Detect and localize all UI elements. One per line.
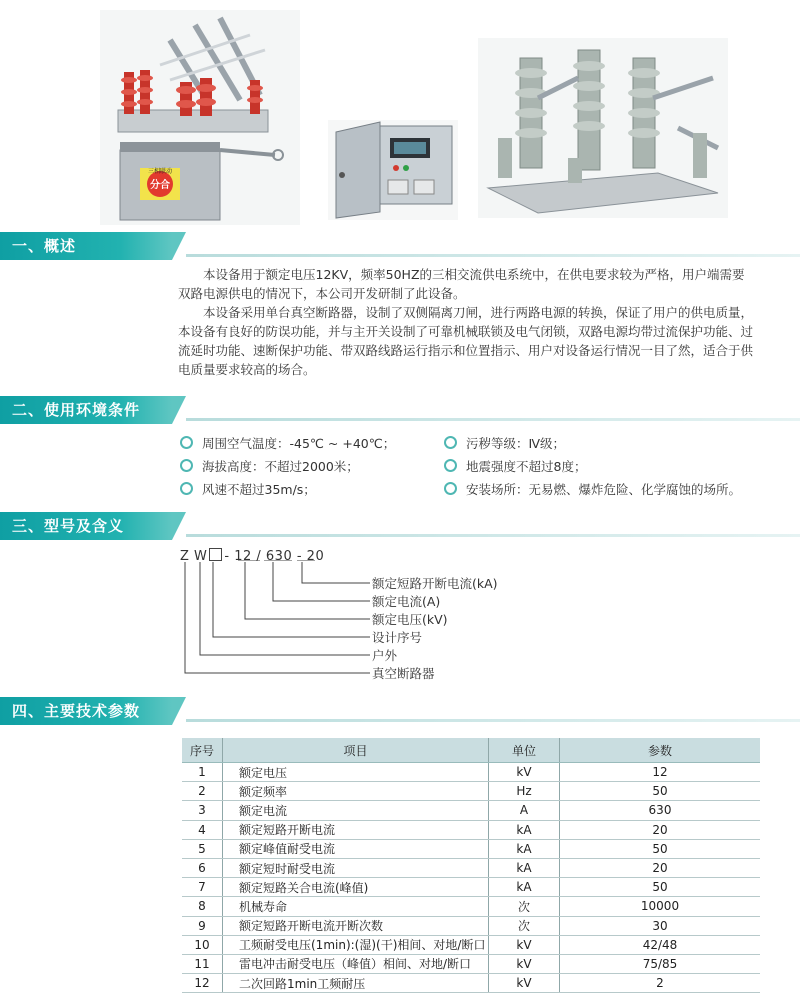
header-item: 项目 [223,738,489,763]
vacuum-breaker-photo [478,38,728,218]
cell-value: 20 [560,820,761,839]
cell-no: 8 [182,897,223,916]
product-photos [0,0,800,228]
model-code: Z W - 12 / 630 - 20 [180,549,325,564]
section-title: 四、主要技术参数 [12,702,141,720]
bullet-icon [180,482,193,495]
cell-no: 5 [182,839,223,858]
condition-item: 周围空气温度：-45℃ ~ +40℃； [180,434,395,452]
cell-value: 2 [560,974,761,993]
cell-unit: kA [489,820,560,839]
table-header-row [182,738,760,763]
legend-item: 真空断路器 [372,666,435,681]
section-header-model [0,512,800,540]
cell-value: 12 [560,763,761,782]
cell-unit: 次 [489,897,560,916]
table-row [182,954,760,973]
bullet-icon [444,482,457,495]
cell-unit: kA [489,878,560,897]
cell-item: 额定短路关合电流(峰值) [223,878,489,897]
table-row [182,858,760,877]
table-row [182,935,760,954]
table-row [182,878,760,897]
cell-unit: Hz [489,782,560,801]
switch-disconnector-photo [100,10,300,225]
legend-item: 额定电压(kV) [372,612,448,627]
table-row [182,763,760,782]
table-row [182,782,760,801]
cell-value: 50 [560,878,761,897]
cell-no: 10 [182,935,223,954]
cell-value: 30 [560,916,761,935]
cell-value: 42/48 [560,935,761,954]
overview-paragraph-1: 本设备用于额定电压12KV，频率50HZ的三相交流供电系统中，在供电要求较为严格，用户端需要双路电源供电的情况下，本公司开发研制了此设备。 [178,267,745,301]
cell-unit: kA [489,858,560,877]
condition-item: 污秽等级：Ⅳ级； [444,434,565,452]
cell-item: 额定短路开断电流 [223,820,489,839]
cell-value: 20 [560,858,761,877]
cell-unit: kV [489,763,560,782]
section-header-overview [0,232,800,260]
legend-item: 户外 [372,648,398,663]
cell-item: 额定短时耐受电流 [223,858,489,877]
cell-unit: 次 [489,916,560,935]
condition-item: 风速不超过35m/s； [180,480,316,498]
table-row [182,916,760,935]
header-value: 参数 [560,738,761,763]
cell-value: 630 [560,801,761,820]
cell-item: 额定电压 [223,763,489,782]
cell-item: 工频耐受电压(1min):(湿)(干)相间、对地/断口 [223,935,489,954]
table-row [182,820,760,839]
control-box-photo [328,120,458,220]
cell-item: 机械寿命 [223,897,489,916]
model-legend-lines [170,560,380,680]
bullet-icon [444,436,457,449]
header-no: 序号 [182,738,223,763]
cell-no: 11 [182,954,223,973]
bullet-icon [180,436,193,449]
cell-item: 额定短路开断电流开断次数 [223,916,489,935]
cell-value: 50 [560,839,761,858]
cell-no: 1 [182,763,223,782]
condition-item: 海拔高度：不超过2000米； [180,457,359,475]
cell-unit: A [489,801,560,820]
section-title: 三、型号及含义 [12,517,125,535]
legend-item: 额定电流(A) [372,594,441,609]
cell-no: 4 [182,820,223,839]
header-unit: 单位 [489,738,560,763]
cell-unit: kV [489,935,560,954]
cell-unit: kV [489,954,560,973]
cell-no: 9 [182,916,223,935]
cell-item: 额定频率 [223,782,489,801]
parameters-table [182,738,760,993]
cell-item: 雷电冲击耐受电压（峰值）相间、对地/断口 [223,954,489,973]
table-row [182,897,760,916]
legend-item: 额定短路开断电流(kA) [372,576,498,591]
section-title: 二、使用环境条件 [12,401,141,419]
cell-no: 12 [182,974,223,993]
table-row [182,974,760,993]
cell-no: 6 [182,858,223,877]
cell-unit: kA [489,839,560,858]
section-header-parameters [0,697,800,725]
condition-item: 地震强度不超过8度； [444,457,586,475]
bullet-icon [444,459,457,472]
table-row [182,839,760,858]
cell-no: 7 [182,878,223,897]
overview-paragraph-2: 本设备采用单台真空断路器，设制了双侧隔离刀闸，进行两路电源的转换，保证了用户的供电质量，本设备有良好的防误功能，并与主开关设制了可靠机械联锁及电气闭锁，双路电源均带过流保护功能、过流延时功能、速断保护功能、带双路线路运行指示和位置指示、用户对设备运行情况一目了然，适合于供电质量要求较高的场合。 [178,305,754,377]
cell-value: 50 [560,782,761,801]
legend-item: 设计序号 [372,630,423,645]
cell-item: 二次回路1min工频耐压 [223,974,489,993]
photo-label: 分合 [150,180,170,191]
photo-label-top: 三相联动 [147,168,173,175]
cell-value: 75/85 [560,954,761,973]
cell-no: 3 [182,801,223,820]
cell-no: 2 [182,782,223,801]
cell-unit: kV [489,974,560,993]
table-row [182,801,760,820]
cell-item: 额定电流 [223,801,489,820]
section-header-environment [0,396,800,424]
condition-item: 安装场所：无易燃、爆炸危险、化学腐蚀的场所。 [444,480,741,498]
bullet-icon [180,459,193,472]
cell-item: 额定峰值耐受电流 [223,839,489,858]
cell-value: 10000 [560,897,761,916]
section-title: 一、概述 [12,237,77,255]
